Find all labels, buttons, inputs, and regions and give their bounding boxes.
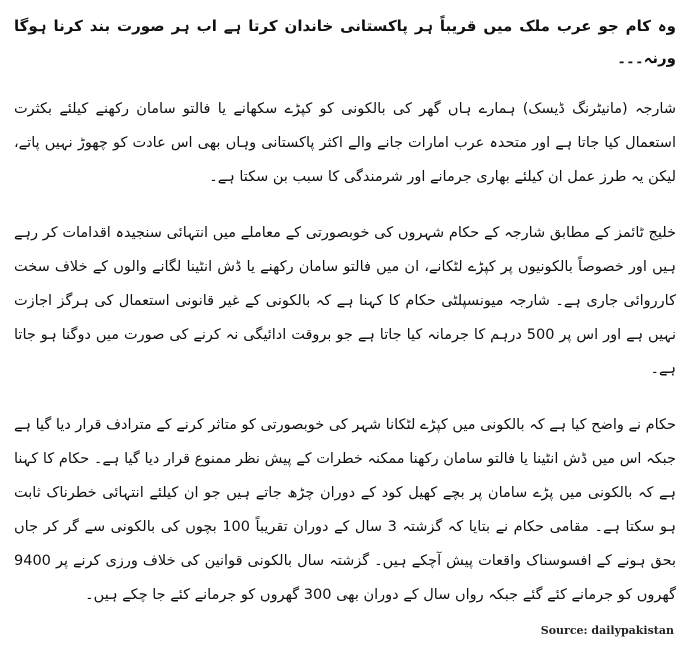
article-paragraph-1: شارجہ (مانیٹرنگ ڈیسک) ہمارے ہاں گھر کی بالکونی کو کپڑے سکھانے یا فالتو سامان رکھنے کیلئے بکثرت استعمال کیا جاتا ہے اور متحدہ عرب امارات جانے والے اکثر پاکستانی وہاں بھی اس عادت کو چھوڑ نہیں پاتے، لیکن یہ طرز عمل ان کیلئے بھاری جرمانے اور شرمندگی کا سبب بن سکتا ہے۔ — [14, 101, 676, 185]
article-paragraph-3: حکام نے واضح کیا ہے کہ بالکونی میں کپڑے لٹکانا شہر کی خوبصورتی کو متاثر کرنے کے مترادف قرار دیا گیا ہے جبکہ اس میں ڈش انٹینا یا فالتو سامان رکھنا ممکنہ خطرات کے پیش نظر ممنوع قرار دیا گیا ہے۔ حکام کا کہنا ہے کہ بالکونی میں پڑے سامان پر بچے کھیل کود کے دوران چڑھ جاتے ہیں جو ان کیلئے انتہائی خطرناک ثابت ہو سکتا ہے۔ مقامی حکام نے بتایا کہ گزشتہ 3 سال کے دوران تقریباً 100 بچوں کی بالکونی سے گر کر جاں بحق ہونے کے افسوسناک واقعات پیش آچکے ہیں۔ گزشتہ سال بالکونی قوانین کی خلاف ورزی کرنے پر 9400 گھروں کو جرمانے کئے گئے جبکہ رواں سال کے دوران بھی 300 گھروں کو جرمانے کئے جا چکے ہیں۔ — [14, 417, 676, 603]
source-credit: Source: dailypakistan — [540, 624, 674, 637]
article — [14, 0, 676, 618]
article-title: وہ کام جو عرب ملک میں قریباً ہر پاکستانی خاندان کرتا ہے اب ہر صورت بند کرنا ہوگا ورنہ۔۔۔ — [14, 17, 676, 67]
article-paragraph-2: خلیج ٹائمز کے مطابق شارجہ کے حکام شہروں کی خوبصورتی کے معاملے میں انتہائی سنجیدہ اقدامات کر رہے ہیں اور خصوصاً بالکونیوں پر کپڑے لٹکانے، ان میں فالتو سامان رکھنے یا ڈش انٹینا لگانے والوں کے خلاف سخت کارروائی جاری ہے۔ شارجہ میونسپلٹی حکام کا کہنا ہے کہ بالکونی کے غیر قانونی استعمال کی ہرگز اجازت نہیں ہے اور اس پر 500 درہم کا جرمانہ کیا جاتا ہے جو بروقت ادائیگی نہ کرنے کی صورت میں دوگنا ہو جاتا ہے۔ — [14, 225, 676, 377]
